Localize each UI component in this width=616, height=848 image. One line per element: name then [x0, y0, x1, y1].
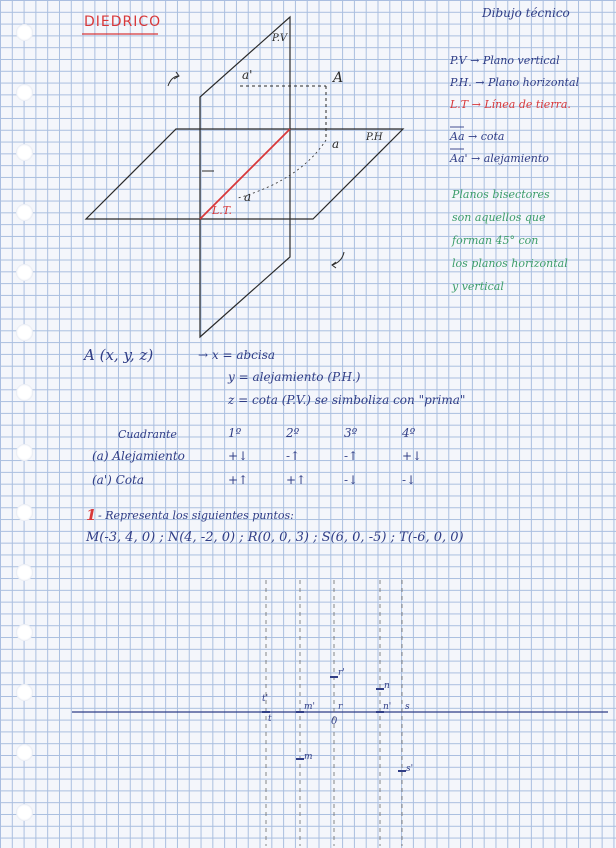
label-a-under: a [244, 190, 252, 204]
plot-label-origin: 0 [331, 716, 338, 727]
plot-label-r: r [338, 702, 343, 712]
legend-lt: L.T → Línea de tierra. [450, 98, 571, 111]
subject-label: Dibujo técnico [482, 6, 570, 20]
quad-cell: -↓ [344, 473, 359, 487]
quad-cell: -↑ [286, 449, 301, 463]
note-line: y vertical [452, 280, 504, 293]
exercise-text: - Representa los siguientes puntos: [98, 509, 294, 522]
plot-label-m: m [304, 752, 313, 762]
quad-cell: -↑ [344, 449, 359, 463]
quad-row-label: (a') Cota [92, 473, 145, 487]
quad-cell: +↑ [228, 473, 249, 487]
label-a-prime: a' [242, 68, 253, 82]
coords-y: y = alejamiento (P.H.) [228, 370, 361, 384]
label-pv: P.V [272, 33, 288, 44]
label-lt: L.T. [212, 204, 233, 217]
coords-definition: A (x, y, z) [84, 346, 154, 364]
quad-row-label: (a) Alejamiento [92, 449, 185, 463]
label-a: a [332, 137, 340, 151]
exercise-points: M(-3, 4, 0) ; N(4, -2, 0) ; R(0, 0, 3) ; S(6, 0, -5) ; T(-6, 0, 0) [86, 530, 464, 545]
legend-cota: Aa → cota [450, 130, 505, 143]
page-title: DIEDRICO [84, 14, 162, 30]
quad-header-2: 2º [286, 426, 300, 440]
vertical-plane [200, 17, 290, 337]
note-line: son aquellos que [452, 211, 546, 224]
coords-x: → x = abcisa [198, 348, 276, 362]
plot-label-m-prime: m' [304, 702, 316, 712]
quad-cell: +↓ [228, 449, 249, 463]
quad-cell: +↑ [286, 473, 307, 487]
label-ph: P.H [366, 132, 383, 143]
plot-label-n-prime: n' [383, 702, 392, 712]
coords-z: z = cota (P.V.) se simboliza con "prima" [228, 393, 466, 407]
legend-pv: P.V → Plano vertical [450, 54, 560, 67]
plot-label-n: n [384, 681, 390, 691]
plot-label-s: s [405, 702, 410, 712]
plot-label-t-prime: t' [262, 694, 269, 704]
note-line: Planos bisectores [452, 188, 550, 201]
plot-label-r-prime: r' [338, 668, 345, 678]
quad-cell: +↓ [402, 449, 423, 463]
label-point-a: A [333, 70, 344, 86]
legend-alejamiento: Aa' → alejamiento [450, 152, 549, 165]
plot-label-t: t [268, 714, 272, 724]
legend-ph: P.H. → Plano horizontal [450, 76, 580, 89]
plot-label-s-prime: s' [406, 764, 414, 774]
exercise-number: 1 [86, 506, 97, 524]
quad-cell: -↓ [402, 473, 417, 487]
note-line: forman 45° con [452, 234, 539, 247]
quad-header-label: Cuadrante [118, 428, 177, 441]
quad-header-4: 4º [402, 426, 416, 440]
quad-header-3: 3º [344, 426, 358, 440]
note-line: los planos horizontal [452, 257, 568, 270]
quad-header-1: 1º [228, 426, 242, 440]
